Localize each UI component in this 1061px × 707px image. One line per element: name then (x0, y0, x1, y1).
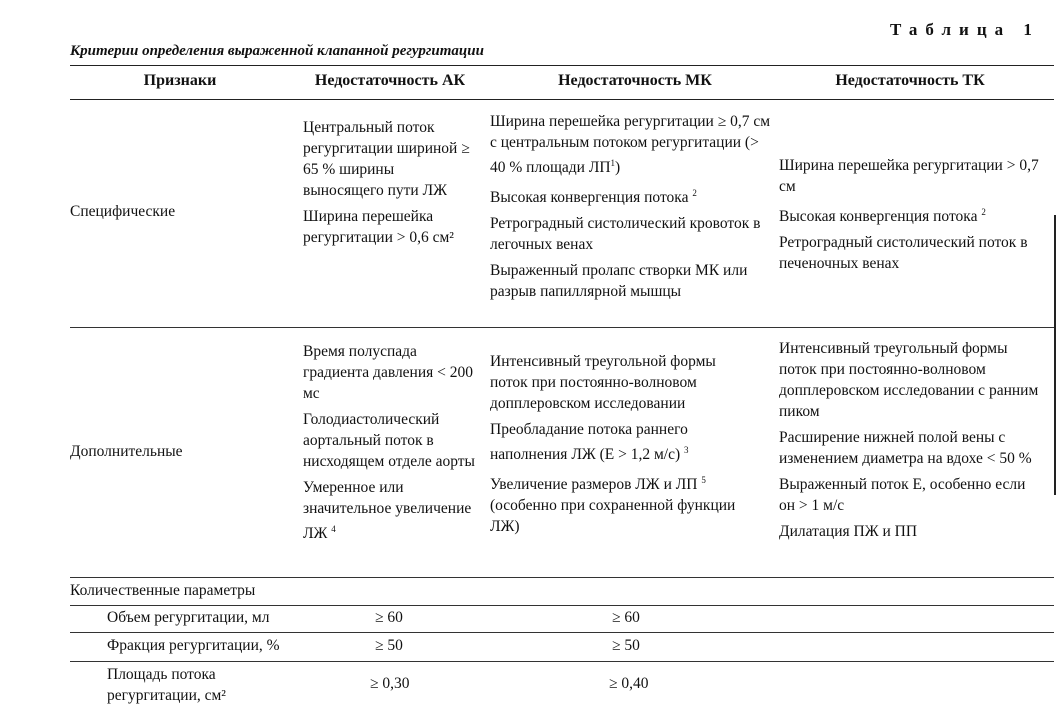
specific-tk-item: Ретроградный систолический поток в печеночных венах (779, 234, 1028, 273)
additional-mk-cell (490, 351, 750, 542)
additional-mk-item: Увеличение размеров ЛЖ и ЛП $^5$ (особенно при сохраненной функции ЛЖ) (490, 475, 736, 536)
additional-ak-item: Голодиастолический аортальный поток в нисходящем отделе аорты (303, 411, 475, 470)
quantitative-label: Количественные параметры (70, 582, 256, 599)
row-divider (70, 661, 1054, 662)
additional-ak-cell (303, 341, 475, 549)
row-divider (70, 605, 1054, 606)
specific-ak-cell (303, 117, 473, 253)
table-caption: Критерии определения выраженной клапанной регургитации (70, 43, 484, 59)
additional-mk-item: Преобладание потока раннего наполнения ЛЖ (Е > 1,2 м/с) $^3$ (490, 421, 689, 464)
additional-ak-item: Умеренное или значительное увеличение ЛЖ $^4$ (303, 479, 472, 543)
quant-row-mk: ≥ 60 (612, 609, 640, 626)
quant-row-ak: ≥ 50 (375, 637, 403, 654)
specific-mk-item: Выраженный пролапс створки МК или разрыв папиллярной мышцы (490, 262, 748, 301)
quant-row-name: Площадь потока регургитации, см² (107, 666, 226, 704)
row-divider (70, 577, 1054, 578)
specific-mk-item: Высокая конвергенция потока $^2$ (490, 188, 697, 207)
header-rule (70, 99, 1054, 100)
additional-tk-item: Интенсивный треугольный формы поток при постоянно-волновом допплеровском исследовании с ранним пиком (779, 340, 1039, 420)
additional-ak-item: Время полуспада градиента давления < 200 мс (303, 343, 474, 402)
page-edge-bar (1054, 215, 1056, 495)
row-divider (70, 632, 1054, 633)
header-tk: Недостаточность ТК (835, 72, 985, 89)
specific-mk-cell (490, 111, 775, 307)
specific-ak-item: Центральный поток регургитации шириной ≥ 65 % ширины выносящего пути ЛЖ (303, 119, 470, 199)
row-divider (70, 327, 1054, 328)
additional-tk-item: Расширение нижней полой вены с изменением диаметра на вдохе < 50 % (779, 429, 1032, 467)
specific-ak-item: Ширина перешейка регургитации > 0,6 см² (303, 208, 454, 246)
specific-tk-item: Высокая конвергенция потока $^2$ (779, 207, 986, 226)
quant-row-mk: ≥ 50 (612, 637, 640, 654)
additional-tk-cell (779, 338, 1039, 547)
additional-mk-item: Интенсивный треугольной формы поток при постоянно-волновом допплеровском исследовании (490, 353, 716, 412)
quant-row-mk: ≥ 0,40 (609, 675, 649, 692)
row-label-additional: Дополнительные (70, 443, 183, 460)
row-label-specific: Специфические (70, 203, 176, 220)
quant-row-ak: ≥ 60 (375, 609, 403, 626)
specific-tk-cell (779, 155, 1049, 279)
specific-tk-item: Ширина перешейка регургитации > 0,7 см (779, 157, 1039, 195)
quant-row-name: Фракция регургитации, % (107, 637, 280, 654)
specific-mk-item: Ширина перешейка регургитации ≥ 0,7 см с центральным потоком регургитации (> 40 % площади $ЛП^1$) (490, 113, 771, 177)
header-ak: Недостаточность АК (314, 72, 466, 89)
quant-row-ak: ≥ 0,30 (370, 675, 410, 692)
additional-tk-item: Выраженный поток Е, особенно если он > 1 м/с (779, 476, 1026, 514)
additional-tk-item: Дилатация ПЖ и ПП (779, 523, 918, 540)
table-number: Таблица 1 (890, 20, 1040, 39)
specific-mk-item: Ретроградный систолический кровоток в легочных венах (490, 215, 761, 254)
header-signs: Признаки (143, 72, 217, 89)
top-rule (70, 65, 1054, 66)
quant-row-name: Объем регургитации, мл (107, 609, 270, 626)
header-mk: Недостаточность МК (558, 72, 712, 89)
